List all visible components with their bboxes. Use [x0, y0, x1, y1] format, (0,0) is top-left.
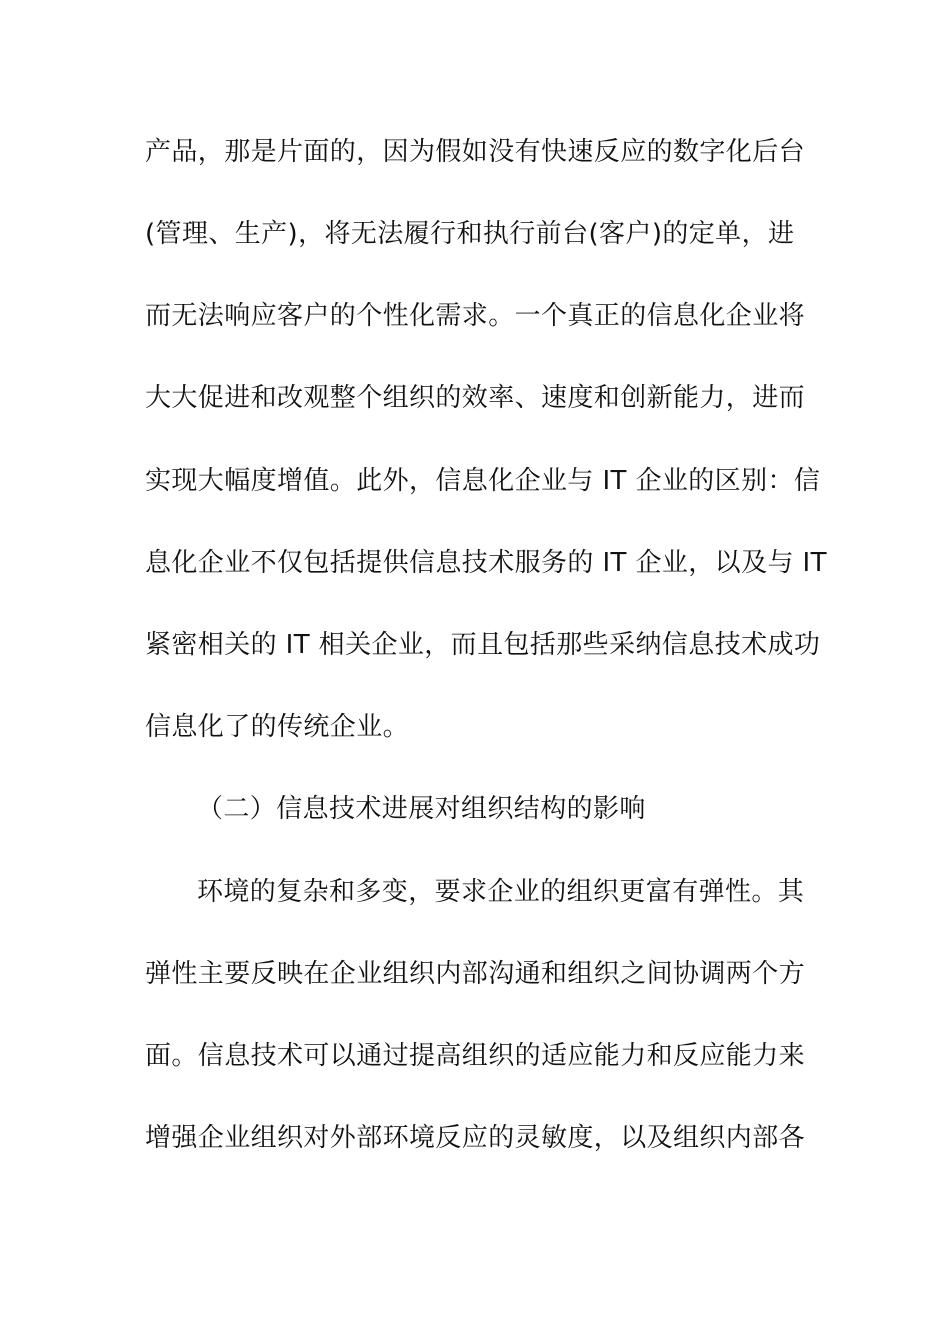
paragraph-line: 信息化了的传统企业。	[145, 712, 410, 742]
paragraph-line: 增强企业组织对外部环境反应的灵敏度，以及组织内部各	[145, 1123, 806, 1153]
paragraph-line: 紧密相关的 IT 相关企业，而且包括那些采纳信息技术成功	[145, 630, 821, 660]
paragraph-line: 环境的复杂和多变，要求企业的组织更富有弹性。其	[197, 877, 805, 907]
paragraph-line: (管理、生产)，将无法履行和执行前台(客户)的定单，进	[145, 219, 795, 249]
paragraph-line: 弹性主要反映在企业组织内部沟通和组织之间协调两个方	[145, 959, 806, 989]
section-heading: （二）信息技术进展对组织结构的影响	[197, 794, 646, 824]
paragraph-line: 大大促进和改观整个组织的效率、速度和创新能力，进而	[145, 383, 806, 413]
paragraph-line: 产品，那是片面的，因为假如没有快速反应的数字化后台	[145, 137, 806, 167]
paragraph-line: 而无法响应客户的个性化需求。一个真正的信息化企业将	[145, 301, 806, 331]
paragraph-line: 实现大幅度增值。此外，信息化企业与 IT 企业的区别：信	[145, 466, 821, 496]
paragraph-line: 息化企业不仅包括提供信息技术服务的 IT 企业，以及与 IT	[145, 548, 827, 578]
paragraph-line: 面。信息技术可以通过提高组织的适应能力和反应能力来	[145, 1041, 806, 1071]
